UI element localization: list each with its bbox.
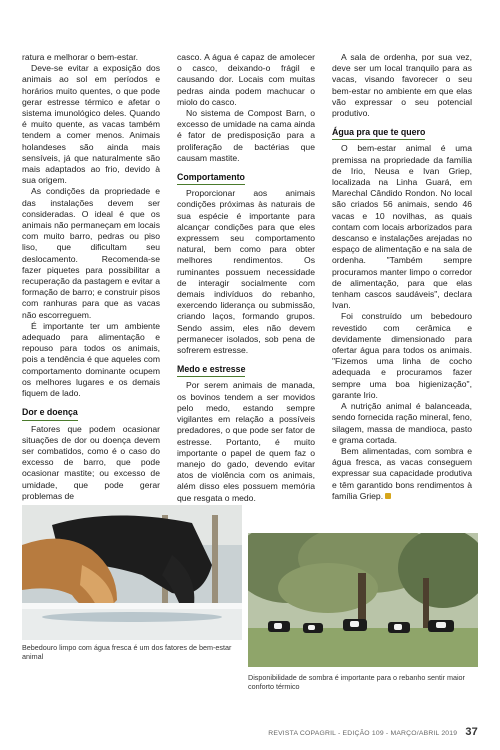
paragraph: casco. A água é capaz de amolecer o casco, deixando-o frágil e causando dor. Locais com muitas pedras ainda podem machucar o miolo do casco. — [177, 52, 315, 107]
paragraph: As condições da propriedade e das instalações devem ser consideradas. O ideal é que os animais não permaneçam em locais com muito barro, pedras ou piso liso, que dificultam seu deslocamento. Recomenda-se fazer piquetes para possibilitar a recuperação da pastagem e evitar a formação de barro; e construir pisos com ranhuras para que as vacas não escorreguem. — [22, 186, 160, 320]
caption-photo-2: Disponibilidade de sombra é importante para o rebanho sentir maior conforto térmico — [248, 673, 465, 691]
photo-herd-shade — [248, 533, 478, 667]
footer-publication: REVISTA COPAGRIL - EDIÇÃO 109 - MARÇO/ABRIL 2019 — [268, 730, 458, 737]
paragraph: Proporcionar aos animais condições próximas às naturais de sua espécie é importante para alcançar condições para que eles expressem seu comportamento natural, bem como para obter melhores rendimentos. Os ruminantes possuem necessidade de interagir socialmente com demais indivíduos do rebanho, exercendo liderança ou submissão, criando laços, formando grupos. Sendo assim, eles não devem permanecer isolados, sob pena de sofrerem estresse. — [177, 188, 315, 356]
paragraph: É importante ter um ambiente adequado para alimentação e repouso para todos os animais, pois a tendência é que aqueles com comportamento dominante ocupem os melhores lugares e os demais fiquem de lado. — [22, 320, 160, 399]
end-of-article-icon — [385, 493, 391, 499]
paragraph: Deve-se evitar a exposição dos animais ao sol em períodos e horários muito quentes, o que pode gerar estresse térmico e afetar o sistema imunológico deles. Quando é muito quente, as vacas também tendem a comer menos. Animais holandeses são ainda mais sensíveis, já que naturalmente são mais adaptados ao frio, devido à sua origem. — [22, 63, 160, 186]
section-heading-fear-stress: Medo e estresse — [177, 364, 315, 377]
paragraph: O bem-estar animal é uma premissa na propriedade da família de Irio, Neusa e Ivan Griep, localizada na Linha Guará, em Marechal Cândido Rondon. No local são criados 56 animais, sendo 46 vacas e 10 novilhas, as quais contam com locais arborizados para descanso e instalações arejadas no espaço de alimentação e na sala de ordenha. "Também sempre procuramos manter limpo o corredor de alimentação, para que elas tenham cascos saudáveis", declara Ivan. — [332, 143, 472, 311]
paragraph-last: Bem alimentadas, com sombra e água fresca, as vacas conseguem expressar sua capacidade produtiva e têm garantido bons rendimentos à família Griep. — [332, 445, 472, 501]
herd-shade-image — [248, 533, 478, 667]
photo-cows-drinking — [22, 505, 242, 640]
article-column-2 — [177, 52, 315, 504]
paragraph: No sistema de Compost Barn, o excesso de umidade na cama ainda é fator de predisposição para a proliferação de bactérias que causam mastite. — [177, 108, 315, 163]
paragraph: Por serem animais de manada, os bovinos tendem a ser movidos pelo medo, estando sempre vigilantes em relação a possíveis predadores, o que pode ser fator de estresse. Portanto, é muito importante o papel de quem faz o manejo do gado, devendo evitar atos de violência com os animais, além disso eles possuem memória que resgata o medo. — [177, 380, 315, 503]
section-heading-water: Água pra que te quero — [332, 127, 472, 140]
paragraph: Foi construído um bebedouro revestido com cerâmica e devidamente dimensionado para ofertar água para todos os animais. "Fizemos uma linha de cocho adequada e procuramos fazer sempre uma boa higienização", garante Irio. — [332, 311, 472, 400]
cows-drinking-image — [22, 505, 242, 640]
article-column-1 — [22, 52, 160, 502]
paragraph: ratura e melhorar o bem-estar. — [22, 52, 139, 62]
article-column-3 — [332, 52, 472, 502]
paragraph: A nutrição animal é balanceada, sendo fornecida ração mineral, feno, silagem, massa de mandioca, pasto e grama cortada. — [332, 401, 472, 445]
section-heading-pain-disease: Dor e doença — [22, 407, 160, 420]
section-heading-behavior: Comportamento — [177, 172, 315, 185]
page-footer — [268, 726, 478, 738]
paragraph: A sala de ordenha, por sua vez, deve ser um local tranquilo para as vacas, visando favorecer o seu bem-estar no ambiente em que elas vão expressar o seu potencial produtivo. — [332, 52, 472, 119]
paragraph: Fatores que podem ocasionar situações de dor ou doença devem ser combatidos, como é o caso do excesso de barro, que pode ocasionar mastite; ou excesso de umidade, que pode gerar problemas de — [22, 423, 160, 501]
page-number: 37 — [465, 726, 478, 738]
caption-photo-1: Bebedouro limpo com água fresca é um dos fatores de bem-estar animal — [22, 643, 232, 661]
